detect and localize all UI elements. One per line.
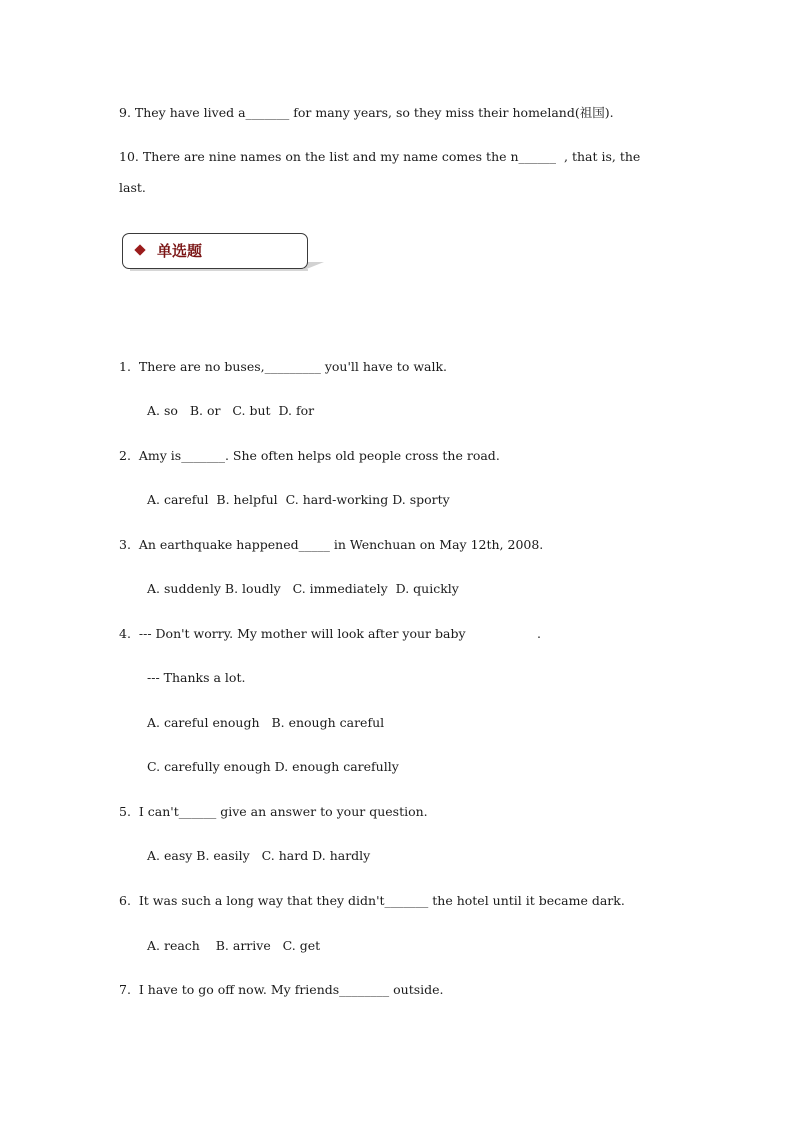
- mcq-options-5: A. easy B. easily C. hard D. hardly: [147, 848, 371, 863]
- mcq-options-2: A. careful B. helpful C. hard-working D. sporty: [147, 492, 450, 507]
- mcq-options-6: A. reach B. arrive C. get: [147, 938, 321, 953]
- mcq-question-7: 7. I have to go off now. My friends________ outside.: [119, 982, 444, 997]
- section-title: 单选题: [157, 242, 203, 260]
- mcq-question-1: 1. There are no buses,_________ you'll have to walk.: [119, 359, 448, 374]
- mcq-options-4a: A. careful enough B. enough careful: [147, 715, 385, 730]
- mcq-dialogue-4: --- Thanks a lot.: [147, 670, 246, 685]
- mcq-options-1: A. so B. or C. but D. for: [147, 403, 315, 418]
- mcq-question-6: 6. It was such a long way that they didn't_______ the hotel until it became dark.: [119, 893, 625, 908]
- mcq-options-3: A. suddenly B. loudly C. immediately D. quickly: [147, 581, 459, 596]
- mcq-question-5: 5. I can't______ give an answer to your question.: [119, 804, 428, 819]
- mcq-question-2: 2. Amy is_______. She often helps old people cross the road.: [119, 448, 500, 463]
- section-header-box: [122, 233, 308, 269]
- question-10-line-1: 10. There are nine names on the list and my name comes the n______ , that is, the: [119, 149, 641, 164]
- mcq-question-4: 4. --- Don't worry. My mother will look after your baby .: [119, 626, 542, 641]
- section-header-shadow: [130, 269, 308, 271]
- question-10-line-2: last.: [119, 180, 146, 195]
- mcq-options-4b: C. carefully enough D. enough carefully: [147, 759, 399, 774]
- mcq-question-3: 3. An earthquake happened_____ in Wenchuan on May 12th, 2008.: [119, 537, 544, 552]
- question-9: 9. They have lived a_______ for many years, so they miss their homeland(祖国).: [119, 105, 614, 120]
